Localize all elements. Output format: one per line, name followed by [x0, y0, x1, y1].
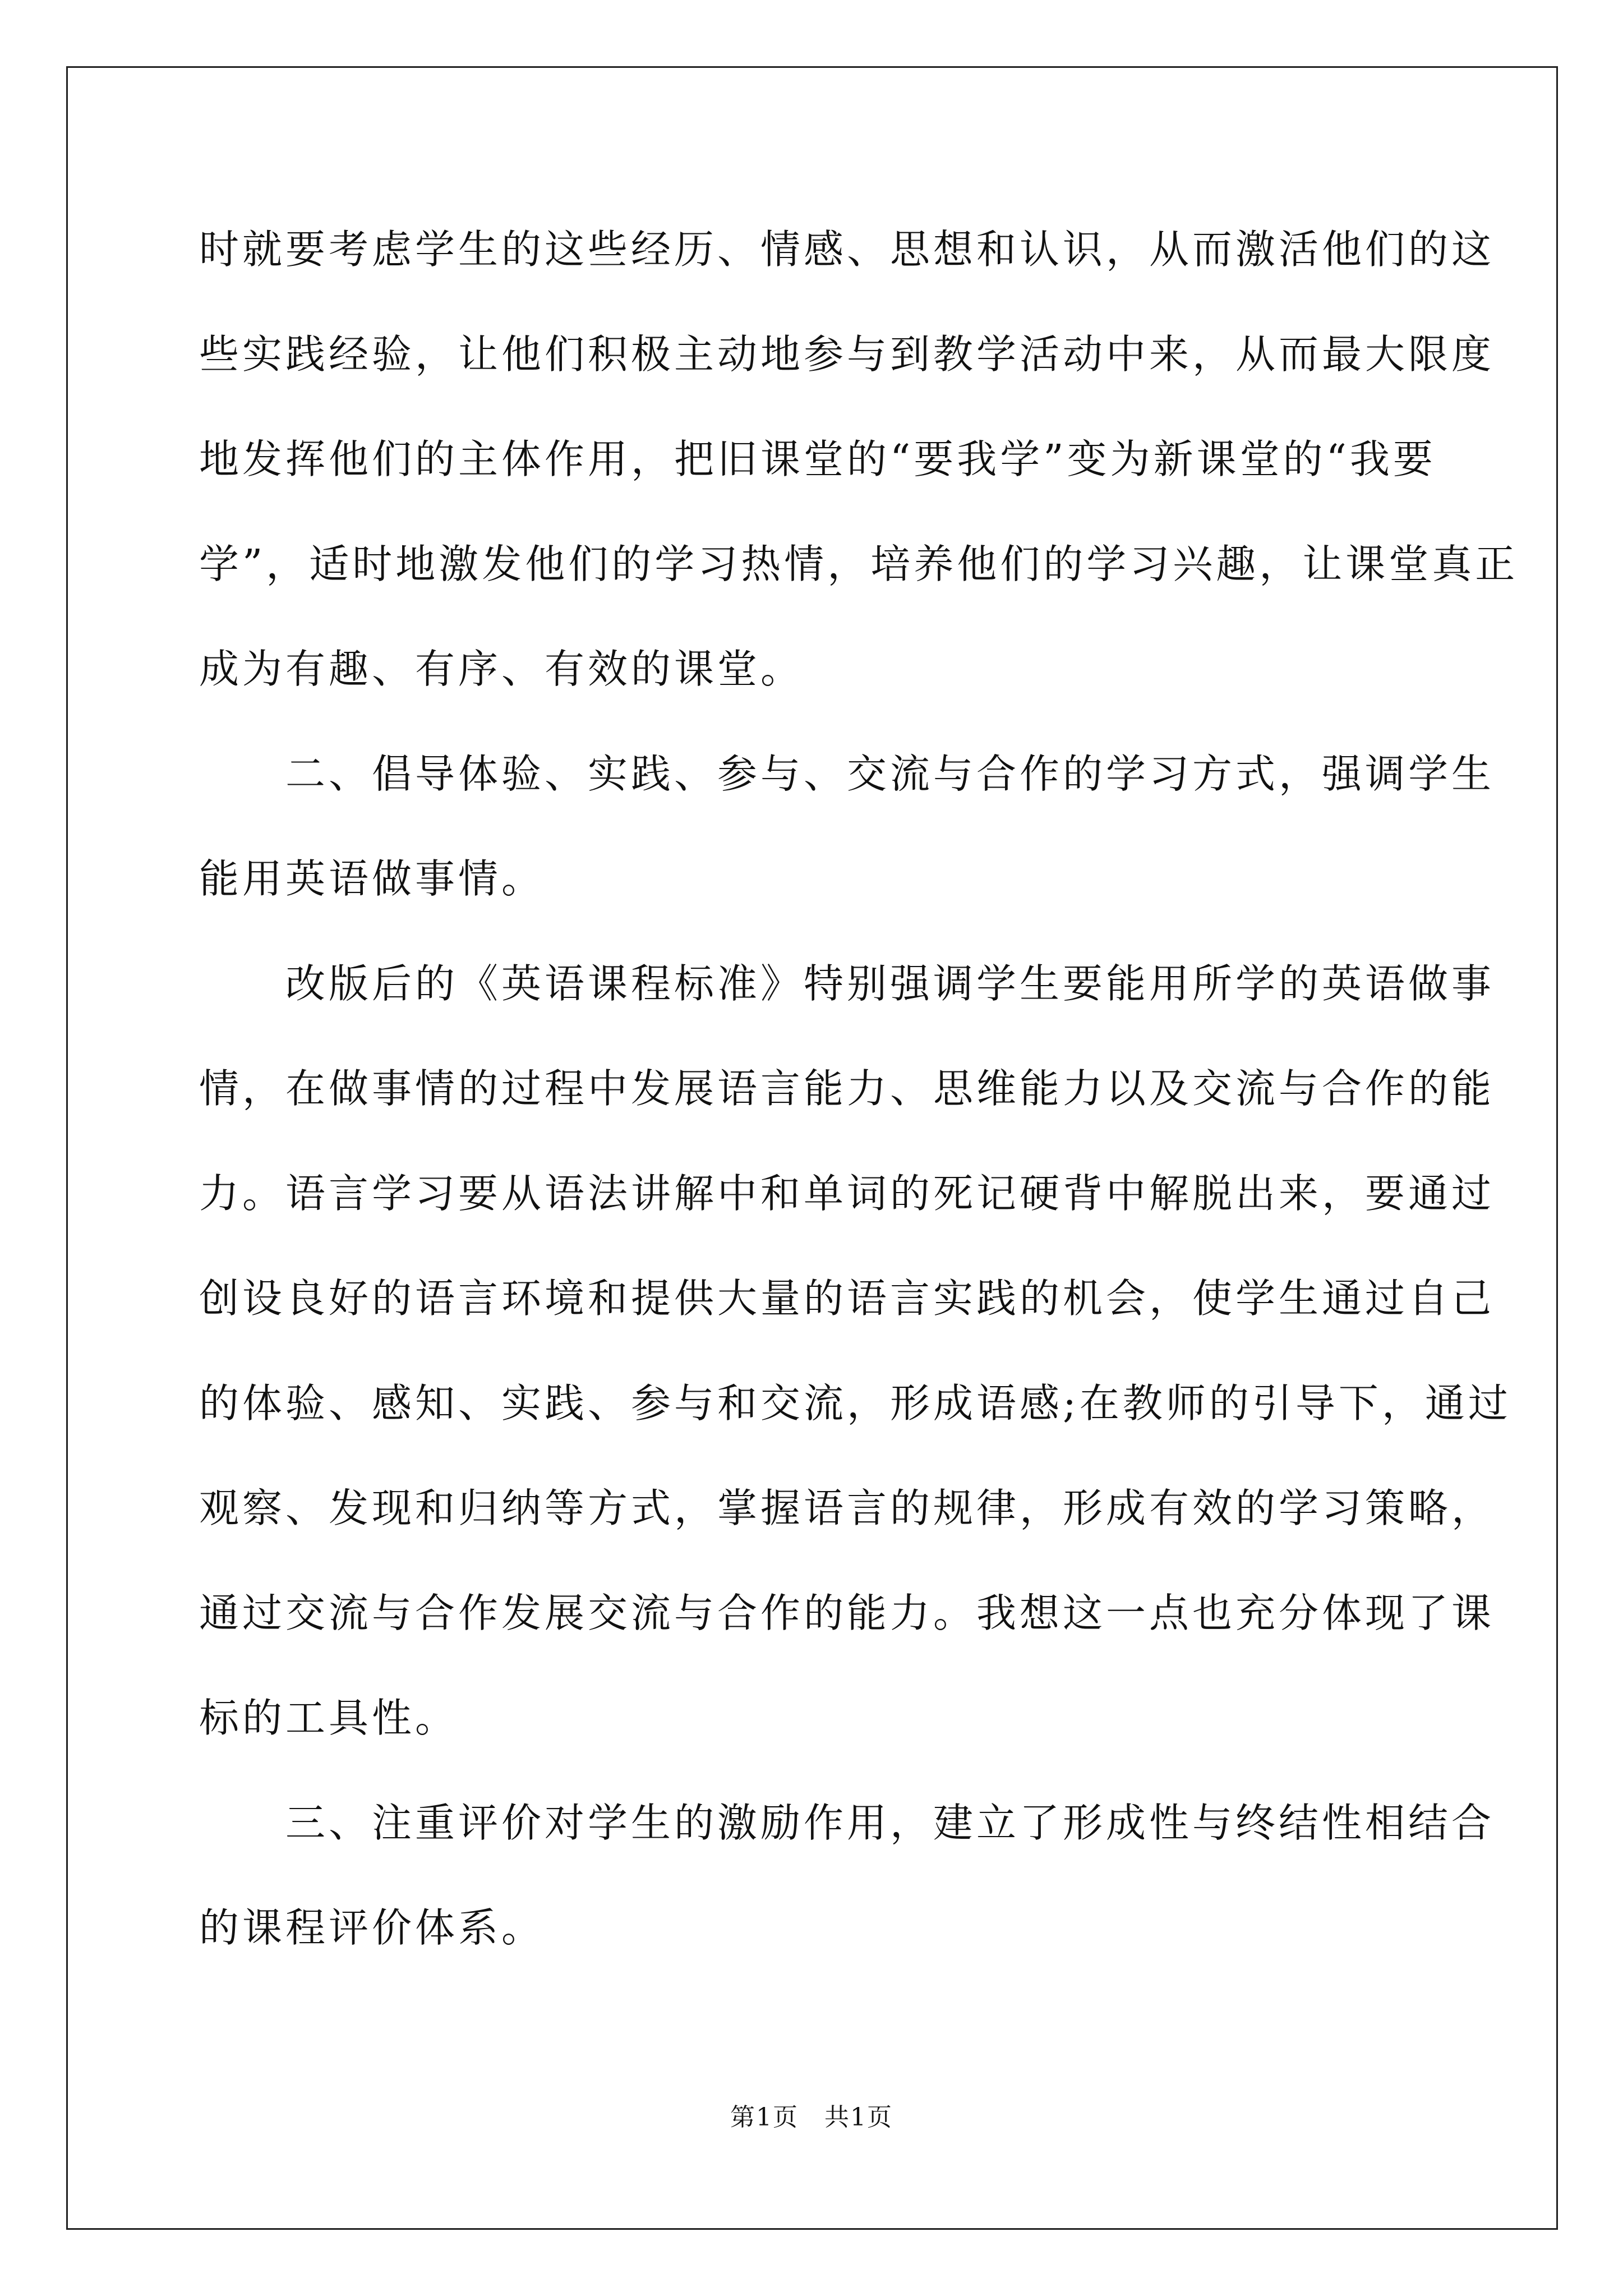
text-line: 力。语言学习要从语法讲解中和单词的死记硬背中解脱出来，要通过 [199, 1170, 1495, 1217]
text-line: 时就要考虑学生的这些经历、情感、思想和认识，从而激活他们的这 [199, 226, 1495, 273]
text-line: 标的工具性。 [199, 1695, 459, 1741]
page-number-footer: 第1页 共1页 [730, 2103, 893, 2132]
text-line: 能用英语做事情。 [199, 855, 545, 902]
section-heading-2: 二、倡导体验、实践、参与、交流与合作的学习方式，强调学生 [199, 751, 1495, 797]
text-line: 的体验、感知、实践、参与和交流，形成语感;在教师的引导下，通过 [199, 1380, 1511, 1427]
text-line: 通过交流与合作发展交流与合作的能力。我想这一点也充分体现了课 [199, 1590, 1495, 1636]
text-line: 改版后的《英语课程标准》特别强调学生要能用所学的英语做事 [199, 960, 1495, 1007]
text-line: 学”，适时地激发他们的学习热情，培养他们的学习兴趣，让课堂真正 [199, 541, 1519, 587]
text-line: 的课程评价体系。 [199, 1904, 545, 1951]
section-heading-3: 三、注重评价对学生的激励作用，建立了形成性与终结性相结合 [199, 1800, 1495, 1846]
text-line: 成为有趣、有序、有效的课堂。 [199, 646, 804, 692]
text-line: 些实践经验，让他们积极主动地参与到教学活动中来，从而最大限度 [199, 331, 1495, 378]
document-body [199, 208, 1519, 1991]
text-line: 地发挥他们的主体作用，把旧课堂的“要我学”变为新课堂的“我要 [199, 436, 1436, 482]
text-line: 情，在做事情的过程中发展语言能力、思维能力以及交流与合作的能 [199, 1065, 1495, 1112]
text-line: 观察、发现和归纳等方式，掌握语言的规律，形成有效的学习策略， [199, 1485, 1495, 1531]
text-line: 创设良好的语言环境和提供大量的语言实践的机会，使学生通过自己 [199, 1275, 1495, 1322]
